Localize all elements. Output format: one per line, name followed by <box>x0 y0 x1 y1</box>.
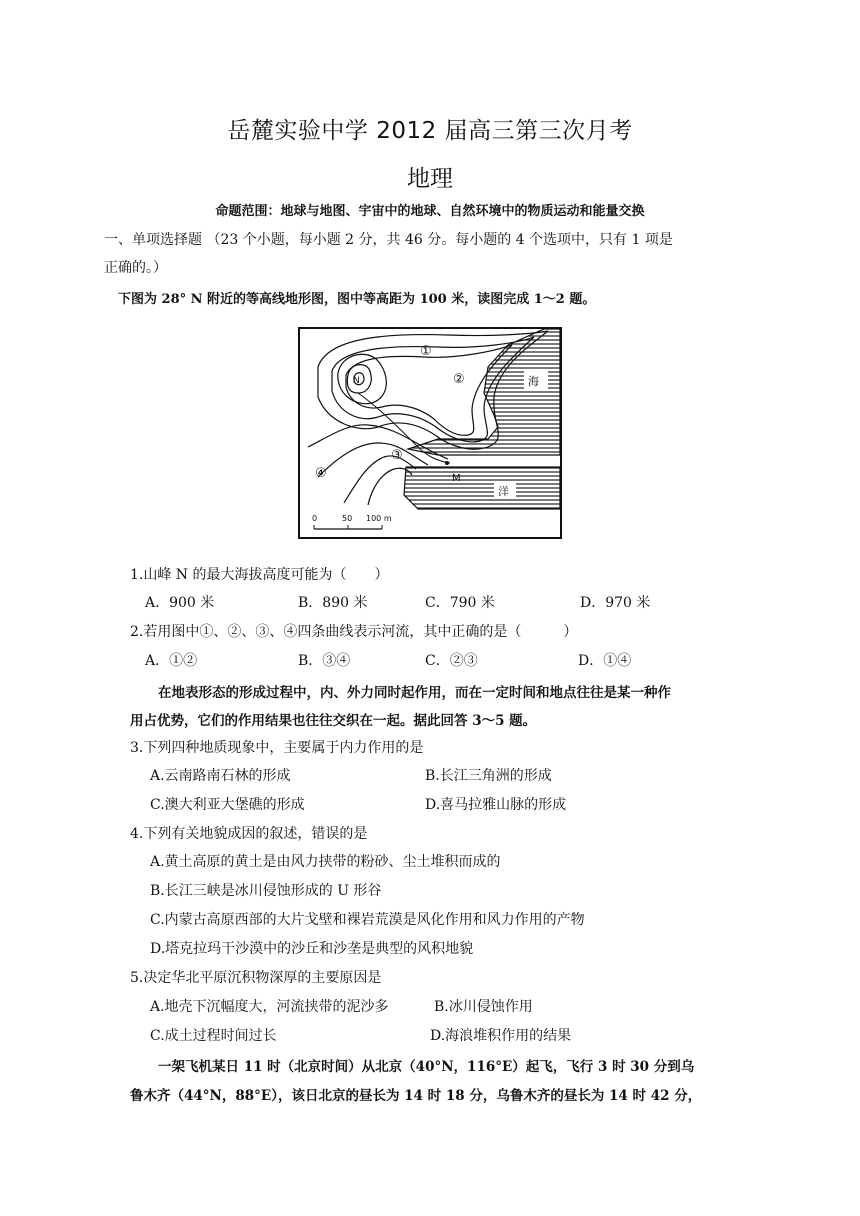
q3-option-b: B.长江三角洲的形成 <box>425 768 552 784</box>
q2-option-a: A．①② <box>145 653 198 669</box>
scale-0: 0 <box>312 514 318 523</box>
peak-m-label: M <box>452 473 461 484</box>
contour-map-figure <box>298 327 562 539</box>
q3-option-a: A.云南路南石林的形成 <box>150 768 291 784</box>
intro-text-3-line2: 鲁木齐（44°N，88°E），该日北京的昼长为 14 时 18 分，乌鲁木齐的昼长为 14 时 42 分， <box>130 1088 702 1104</box>
exam-scope: 命题范围：地球与地图、宇宙中的地球、自然环境中的物质运动和能量交换 <box>215 204 645 219</box>
q3-option-c: C.澳大利亚大堡礁的形成 <box>150 797 305 813</box>
ocean-area <box>404 467 560 509</box>
q1-option-c: C．790 米 <box>425 595 495 611</box>
subject-title: 地理 <box>407 166 453 192</box>
peak-m-marker <box>445 461 449 465</box>
q4-option-d: D.塔克拉玛干沙漠中的沙丘和沙垄是典型的风积地貌 <box>150 941 474 957</box>
section-heading-line2: 正确的。） <box>104 260 167 276</box>
sea-label: 海 <box>528 375 539 388</box>
scale-50: 50 <box>342 514 353 523</box>
q5-option-c: C.成土过程时间过长 <box>150 1028 277 1044</box>
page-title: 岳麓实验中学 2012 届高三第三次月考 <box>227 118 633 144</box>
q3-option-d: D.喜马拉雅山脉的形成 <box>425 797 567 813</box>
peak-n-label: N <box>353 376 360 386</box>
map-label-2: ② <box>453 372 465 387</box>
intro-text-2-line1: 在地表形态的形成过程中，内、外力同时起作用，而在一定时间和地点往往是某一种作 <box>158 685 671 701</box>
q5-stem: 5.决定华北平原沉积物深厚的主要原因是 <box>130 970 382 986</box>
q5-option-d: D.海浪堆积作用的结果 <box>430 1028 572 1044</box>
ocean-label: 洋 <box>498 485 509 498</box>
q4-option-a: A.黄土高原的黄土是由风力挟带的粉砂、尘土堆积而成的 <box>150 854 501 870</box>
q3-stem: 3.下列四种地质现象中，主要属于内力作用的是 <box>130 740 424 756</box>
q2-option-b: B．③④ <box>298 653 351 669</box>
scale-100: 100 m <box>366 514 392 523</box>
section-heading-line1: 一、单项选择题 （23 个小题，每小题 2 分，共 46 分。每小题的 4 个选项中，只有 1 项是 <box>104 232 673 248</box>
map-label-1: ① <box>420 344 432 359</box>
q1-option-b: B．890 米 <box>298 595 368 611</box>
q4-option-c: C.内蒙古高原西部的大片戈壁和裸岩荒漠是风化作用和风力作用的产物 <box>150 912 585 928</box>
q5-option-b: B.冰川侵蚀作用 <box>434 999 533 1015</box>
intro-text-2-line2: 用占优势，它们的作用结果也往往交织在一起。据此回答 3～5 题。 <box>130 713 537 729</box>
q4-stem: 4.下列有关地貌成因的叙述，错误的是 <box>130 826 368 842</box>
intro-text-3-line1: 一架飞机某日 11 时（北京时间）从北京（40°N，116°E）起飞，飞行 3 时 30 分到乌 <box>158 1059 695 1075</box>
q2-stem: 2.若用图中①、②、③、④四条曲线表示河流，其中正确的是（ ） <box>130 624 578 640</box>
q1-option-d: D．970 米 <box>580 595 651 611</box>
intro-text-1: 下图为 28° N 附近的等高线地形图，图中等高距为 100 米，读图完成 1～2 题。 <box>118 292 596 307</box>
map-label-4: ④ <box>315 466 327 481</box>
q2-option-c: C．②③ <box>425 653 478 669</box>
q2-option-d: D．①④ <box>578 653 632 669</box>
q5-option-a: A.地壳下沉幅度大，河流挟带的泥沙多 <box>150 999 389 1015</box>
q4-option-b: B.长江三峡是冰川侵蚀形成的 U 形谷 <box>150 883 382 899</box>
map-label-3: ③ <box>391 448 403 463</box>
q1-stem: 1.山峰 N 的最大海拔高度可能为（ ） <box>130 567 389 583</box>
q1-option-a: A．900 米 <box>145 595 215 611</box>
